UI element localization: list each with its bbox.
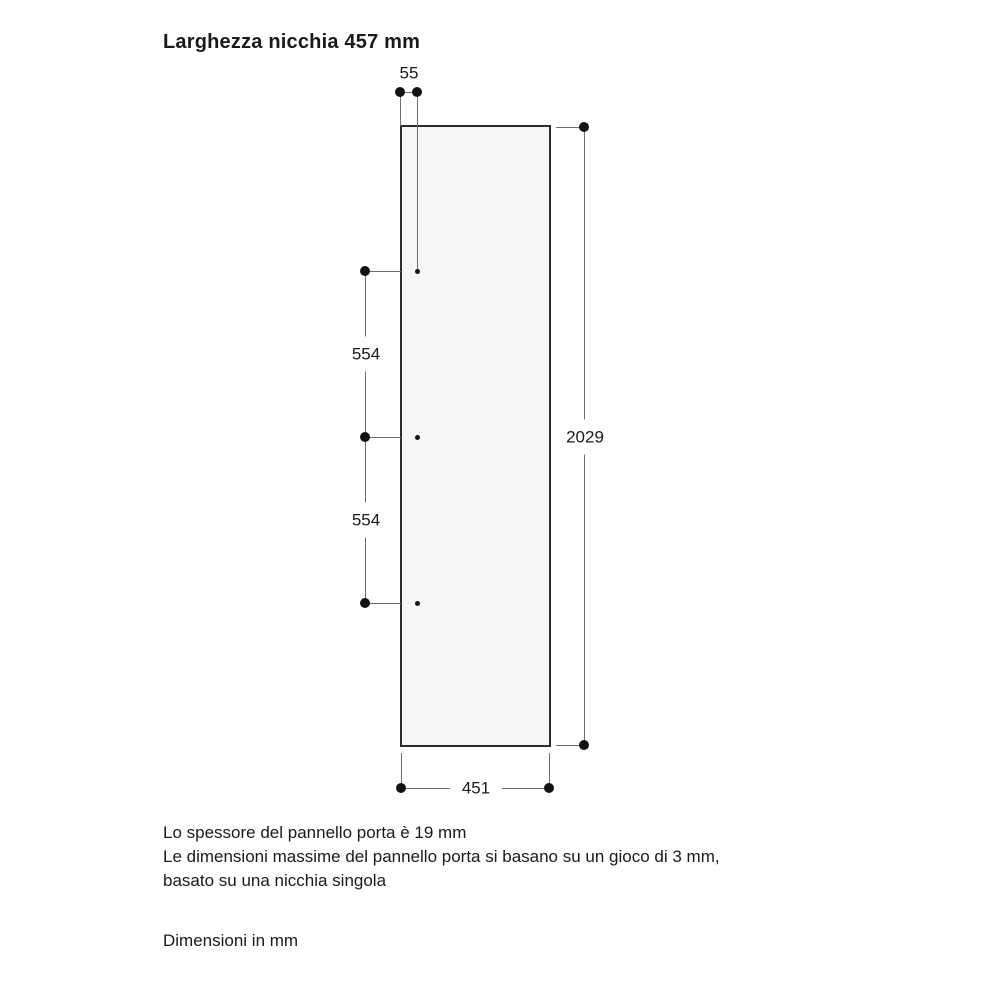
datum-dot-hole-3: [360, 598, 370, 608]
extension-line-panel-left-edge: [400, 92, 401, 126]
door-panel: [400, 125, 551, 747]
note-line-1: Lo spessore del pannello porta è 19 mm: [163, 823, 467, 842]
dim-label-top-offset: 55: [399, 63, 419, 83]
page-title: Larghezza nicchia 457 mm: [163, 31, 421, 53]
notes-block: [163, 821, 720, 893]
note-line-2: Le dimensioni massime del pannello porta si basano su un gioco di 3 mm,: [163, 847, 720, 866]
extension-line-hole-3: [365, 603, 401, 604]
datum-dot-hole-2: [360, 432, 370, 442]
datum-dot-height-bottom: [579, 740, 589, 750]
extension-line-hole-2: [365, 437, 401, 438]
dim-label-spacing-upper: 554: [348, 337, 384, 372]
datum-dot-width-left: [396, 783, 406, 793]
footer-note: Dimensioni in mm: [163, 931, 299, 950]
mount-hole-dot-2: [415, 435, 420, 440]
dim-label-panel-width: 451: [450, 778, 502, 799]
extension-line-hole-column: [417, 92, 418, 271]
dim-label-total-height: 2029: [562, 420, 608, 455]
mount-hole-dot-3: [415, 601, 420, 606]
dim-label-spacing-lower: 554: [348, 503, 384, 538]
note-line-3: basato su una nicchia singola: [163, 871, 387, 890]
datum-dot-hole-1: [360, 266, 370, 276]
extension-line-hole-1: [365, 271, 401, 272]
datum-dot-top-left: [395, 87, 405, 97]
datum-dot-top-right: [412, 87, 422, 97]
datum-dot-height-top: [579, 122, 589, 132]
datum-dot-width-right: [544, 783, 554, 793]
mount-hole-dot-1: [415, 269, 420, 274]
